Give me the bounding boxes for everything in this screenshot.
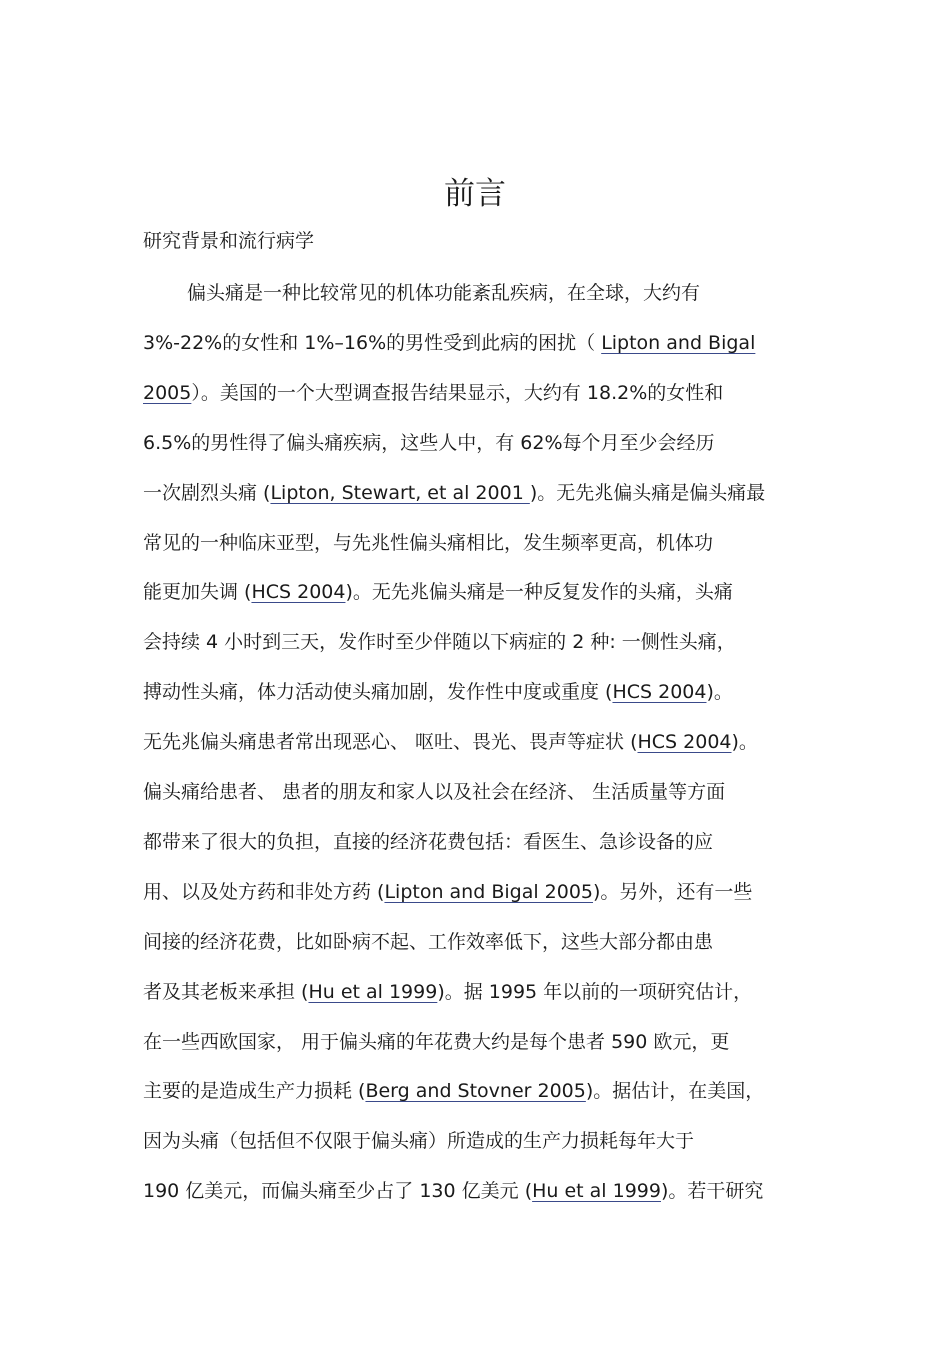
text-run: 偏头痛是一种比较常见的机体功能紊乱疾病，在全球，大约有 xyxy=(187,282,701,304)
text-run: 在一些西欧国家， 用于偏头痛的年花费大约是每个患者 590 欧元，更 xyxy=(143,1030,730,1053)
text-line xyxy=(143,1076,764,1106)
text-line xyxy=(143,528,713,558)
text-run: 会持续 4 小时到三天，发作时至少伴随以下病症的 2 种: 一侧性头痛， xyxy=(143,631,736,654)
text-run: 主要的是造成生产力损耗 ( xyxy=(143,1080,366,1103)
text-line xyxy=(143,977,752,1007)
text-run: 用、以及处方药和非处方药 ( xyxy=(143,880,385,903)
text-run: )。另外，还有一些 xyxy=(593,880,753,903)
text-line xyxy=(143,1027,729,1057)
citation-link[interactable]: 2005 xyxy=(143,381,192,404)
text-line xyxy=(143,1126,694,1156)
text-line xyxy=(143,677,733,707)
text-run: 因为头痛（包括但不仅限于偏头痛）所造成的生产力损耗每年大于 xyxy=(143,1130,695,1153)
text-line xyxy=(143,727,758,757)
text-run: )。 xyxy=(706,681,733,704)
text-line xyxy=(143,428,715,458)
text-line xyxy=(143,478,765,508)
text-line xyxy=(143,627,736,657)
text-line xyxy=(143,827,713,857)
text-line xyxy=(143,328,755,358)
text-run: ）。美国的一个大型调查报告结果显示，大约有 18.2%的女性和 xyxy=(191,381,724,404)
text-run: 无先兆偏头痛患者常出现恶心、 呕吐、畏光、畏声等症状 ( xyxy=(143,731,638,754)
text-run: 3%-22%的女性和 1%–16%的男性受到此病的困扰（ xyxy=(143,331,602,354)
text-run: 间接的经济花费，比如卧病不起、工作效率低下，这些大部分都由患 xyxy=(143,930,714,953)
text-run: 常见的一种临床亚型，与先兆性偏头痛相比，发生频率更高，机体功 xyxy=(143,531,714,554)
text-run: 能更加失调 ( xyxy=(143,581,252,604)
text-line xyxy=(143,577,733,607)
text-run: 一次剧烈头痛 ( xyxy=(143,481,271,504)
page-title: 前言 xyxy=(444,176,506,212)
text-line xyxy=(187,278,700,308)
text-line xyxy=(143,777,725,807)
text-line xyxy=(143,378,723,408)
text-run: 都带来了很大的负担，直接的经济花费包括：看医生、急诊设备的应 xyxy=(143,830,714,853)
citation-link[interactable]: Berg and Stovner 2005 xyxy=(365,1080,586,1103)
text-line xyxy=(143,927,713,957)
text-run: )。无先兆偏头痛是一种反复发作的头痛，头痛 xyxy=(345,581,733,604)
text-run: )。若干研究 xyxy=(660,1180,764,1203)
text-line xyxy=(143,1176,763,1206)
text-run: 偏头痛给患者、 患者的朋友和家人以及社会在经济、 生活质量等方面 xyxy=(143,781,726,803)
text-run: 6.5%的男性得了偏头痛疾病，这些人中，有 62%每个月至少会经历 xyxy=(143,431,715,454)
text-run: )。据 1995 年以前的一项研究估计， xyxy=(437,980,753,1003)
citation-link[interactable]: HCS 2004 xyxy=(612,681,707,704)
text-run: )。据估计，在美国， xyxy=(585,1080,765,1103)
citation-link[interactable]: Lipton, Stewart, et al 2001 xyxy=(270,481,530,504)
text-run: 者及其老板来承担 ( xyxy=(143,980,309,1003)
text-line xyxy=(143,877,752,907)
text-run: 190 亿美元，而偏头痛至少占了 130 亿美元 ( xyxy=(143,1180,533,1203)
text-run: 搏动性头痛，体力活动使头痛加剧，发作性中度或重度 ( xyxy=(143,681,613,704)
text-run: )。 xyxy=(731,731,758,754)
citation-link[interactable]: Lipton and Bigal 2005 xyxy=(384,880,594,903)
citation-link[interactable]: Hu et al 1999 xyxy=(308,980,438,1003)
citation-link[interactable]: Hu et al 1999 xyxy=(532,1180,661,1203)
citation-link[interactable]: HCS 2004 xyxy=(251,581,346,604)
section-heading: 研究背景和流行病学 xyxy=(143,230,315,252)
text-run: )。无先兆偏头痛是偏头痛最 xyxy=(529,481,766,504)
citation-link[interactable]: Lipton and Bigal xyxy=(601,331,756,354)
citation-link[interactable]: HCS 2004 xyxy=(637,731,732,754)
